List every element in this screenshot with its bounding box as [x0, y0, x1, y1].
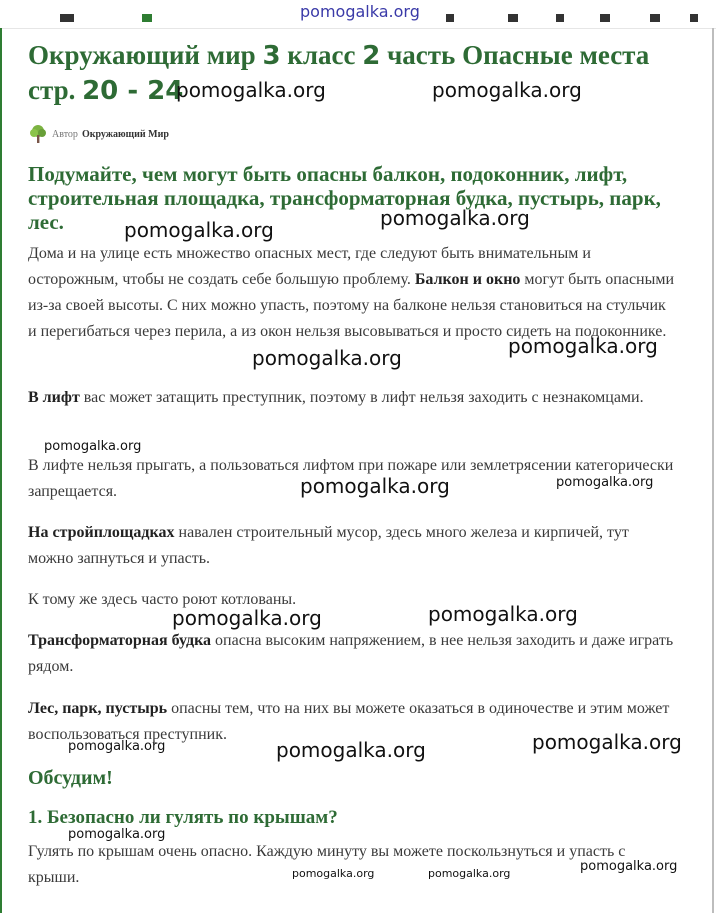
watermark: pomogalka.org: [124, 218, 274, 242]
watermark: pomogalka.org: [508, 334, 658, 358]
top-bar-fragment: [446, 14, 454, 22]
author-label: Автор: [52, 128, 78, 140]
paragraph-balcony: Дома и на улице есть множество опасных мест, где следуют быть внимательным и осторожным, чтобы не создать себе большую проблему. Балкон и окно могут быть опасными из-за своей высоты. С них можно упасть, поэтому на балконе нельзя становиться на стульчик и перегибаться через перила, а из окон нельзя высовываться и просто сидеть на подоконнике.: [28, 245, 675, 340]
watermark: pomogalka.org: [68, 739, 166, 754]
watermark: pomogalka.org: [276, 738, 426, 762]
top-bar-fragment: [650, 14, 660, 22]
top-bar-fragment: [600, 14, 610, 22]
watermark: pomogalka.org: [580, 859, 678, 874]
tree-icon: [28, 124, 48, 144]
watermark: pomogalka.org: [292, 867, 375, 880]
author-name[interactable]: Окружающий Мир: [81, 128, 169, 140]
page-title: Окружающий мир 3 класс 2 часть Опасные места стр. 20 - 24: [28, 40, 650, 106]
top-bar-fragment: [142, 14, 152, 22]
paragraph-lift-rules: В лифте нельзя прыгать, а пользоваться лифтом при пожаре или землетрясении категорически запрещается.: [28, 457, 674, 500]
watermark: pomogalka.org: [380, 206, 530, 230]
paragraph-forest: Лес, парк, пустырь опасны тем, что на них вы можете оказаться в одиночестве и этим может воспользоваться преступник.: [28, 700, 670, 743]
watermark-top[interactable]: pomogalka.org: [300, 2, 420, 21]
paragraph-pits: К тому же здесь часто роют котлованы.: [28, 591, 297, 608]
watermark: pomogalka.org: [532, 730, 682, 754]
watermark: pomogalka.org: [428, 867, 511, 880]
watermark: pomogalka.org: [428, 602, 578, 626]
watermark: pomogalka.org: [172, 606, 322, 630]
watermark: pomogalka.org: [300, 474, 450, 498]
watermark: pomogalka.org: [44, 439, 142, 454]
top-bar-fragment: [556, 14, 564, 22]
watermark: pomogalka.org: [556, 475, 654, 490]
watermark: pomogalka.org: [252, 346, 402, 370]
top-bar-fragment: [60, 14, 74, 22]
paragraph-transformer: Трансформаторная будка опасна высоким напряжением, в нее нельзя заходить и даже играть рядом.: [28, 632, 674, 675]
paragraph-lift: В лифт вас может затащить преступник, поэтому в лифт нельзя заходить с незнакомцами.: [28, 389, 644, 406]
watermark: pomogalka.org: [432, 78, 582, 102]
answer-1: Гулять по крышам очень опасно. Каждую минуту вы можете поскользнуться и упасть с крыши.: [28, 843, 626, 886]
paragraph-construction: На стройплощадках навален строительный мусор, здесь много железа и кирпичей, тут можно запнуться и упасть.: [28, 524, 629, 567]
watermark: pomogalka.org: [176, 78, 326, 102]
watermark: pomogalka.org: [68, 827, 166, 842]
top-bar-fragment: [690, 14, 698, 22]
question-heading: Подумайте, чем могут быть опасны балкон, подоконник, лифт, строительная площадка, трансформаторная будка, пустырь, парк, лес.: [28, 162, 661, 234]
author-line: [28, 124, 169, 144]
discuss-heading: Обсудим!: [28, 767, 113, 789]
top-bar-fragment: [508, 14, 518, 22]
question-1-heading: 1. Безопасно ли гулять по крышам?: [28, 807, 338, 828]
